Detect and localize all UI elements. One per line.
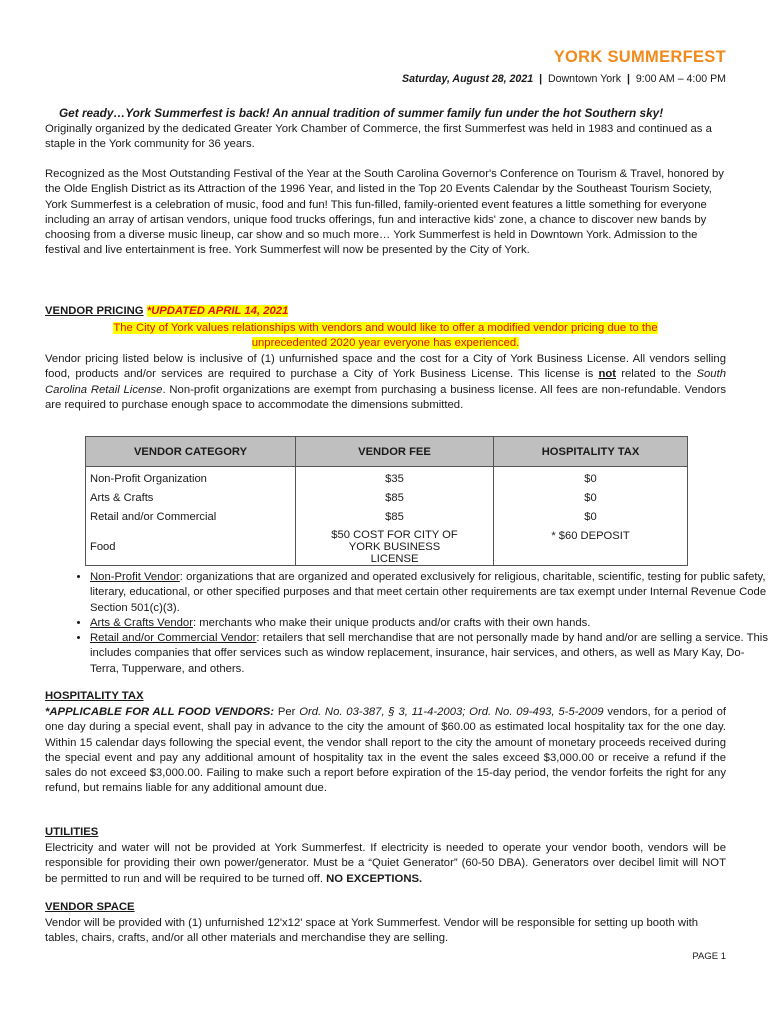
table-cell: Arts & Crafts [86, 491, 296, 510]
table-cell: $35 [296, 467, 494, 492]
table-row [86, 510, 688, 529]
list-item [90, 631, 770, 677]
separator: | [539, 73, 543, 85]
table-cell: Food [86, 529, 296, 566]
table-row [86, 491, 688, 510]
pricing-notice [45, 321, 726, 352]
table-cell: $0 [494, 491, 688, 510]
notice-line-2: unprecedented 2020 year everyone has experienced. [251, 337, 520, 350]
hospitality-ordinance: Ord. No. 03-387, § 3, 11-4-2003; Ord. No. 09-493, 5-5-2009 [299, 706, 604, 718]
table-cell: $85 [296, 510, 494, 529]
pricing-text-b: related to the [621, 368, 692, 381]
table-cell: $0 [494, 467, 688, 492]
list-item [90, 570, 770, 616]
event-time: 9:00 AM – 4:00 PM [635, 73, 726, 85]
table-row [86, 467, 688, 492]
table-cell: Retail and/or Commercial [86, 510, 296, 529]
pricing-heading: VENDOR PRICING [45, 305, 144, 317]
vendor-pricing-table [85, 436, 688, 566]
space-heading: VENDOR SPACE [45, 901, 135, 913]
utilities-body: Electricity and water will not be provided at York Summerfest. If electricity is needed to operate your vendor booth, vendors will be responsible for providing their own power/generator. Must be a “Quiet Generator” (60-50 DBA). Generators over decibel limit will NOT be permitted to run and will be required to be turned off. [45, 842, 726, 885]
hospitality-applicable: *APPLICABLE FOR ALL FOOD VENDORS: [45, 706, 275, 718]
table-cell: $85 [296, 491, 494, 510]
table-cell: * $60 DEPOSIT [494, 529, 688, 566]
event-details [402, 73, 726, 85]
intro-recognition: Recognized as the Most Outstanding Festival of the Year at the South Carolina Governor's Conference on Tourism & Travel, honored by the Olde English District as its Attraction of the 1996 Year, and listed in the Top 20 Events Calendar by the Southeast Tourism Society, York Summerfest is a celebration of music, food and fun! This fun-filled, family-oriented event features a little something for everyone including an array of artisan vendors, unique food trucks offerings, fun and interactive kids' zone, a chance to discover new bands by choosing from a diverse music lineup, car show and so much more… York Summerfest is held in Downtown York. Admission to the festival and live entertainment is free. York Summerfest will now be presented by the City of York. [45, 168, 724, 257]
utilities-text [45, 841, 726, 887]
pricing-text-not: not [598, 368, 617, 381]
list-item [90, 616, 770, 631]
pricing-updated: *UPDATED APRIL 14, 2021 [146, 305, 289, 317]
hospitality-per: Per [277, 706, 296, 718]
vendor-definitions [45, 570, 770, 677]
intro-headline: Get ready…York Summerfest is back! An annual tradition of summer family fun under the hot Southern sky! [59, 106, 664, 120]
pricing-heading-line [45, 305, 288, 317]
definition-term: Arts & Crafts Vendor [90, 616, 193, 629]
notice-line-1: The City of York values relationships with vendors and would like to offer a modified vendor pricing due to the [113, 322, 658, 334]
column-header: VENDOR CATEGORY [86, 437, 296, 467]
definition-term: Retail and/or Commercial Vendor [90, 632, 257, 645]
pricing-text-italic: South Carolina Retail License [45, 368, 727, 396]
utilities-emphasis: NO EXCEPTIONS. [326, 872, 423, 885]
utilities-heading: UTILITIES [45, 826, 99, 838]
separator: | [626, 73, 630, 85]
definition-term: Non-Profit Vendor [90, 571, 180, 583]
hospitality-body: vendors, for a period of one day during a special event, shall pay in advance to the city the amount of $60.00 as estimated local hospitality tax for the one day. Within 15 calendar days following the special event, the vendor shall report to the city the amount of monetary proceeds received during the special event and pay any additional amount of hospitality tax in the event the sales exceed $3,000.00 or receive a refund if the sales do not exceed $3,000.00. Failing to make such a report before expiration of the 15-day period, the vendor forfeits the right for any refund, but remains liable for any additional amount due. [45, 706, 726, 795]
definition-text: : merchants who make their unique products and/or crafts with their own hands. [192, 616, 591, 629]
space-text: Vendor will be provided with (1) unfurnished 12'x12' space at York Summerfest. Vendor will be responsible for setting up booth with tables, chairs, crafts, and/or all other materials and merchandise they are selling. [45, 917, 699, 945]
page-number: PAGE 1 [692, 951, 726, 962]
event-date: Saturday, August 28, 2021 [402, 73, 534, 85]
hospitality-text [45, 705, 726, 797]
event-location: Downtown York [547, 73, 622, 85]
pricing-text-a: Vendor pricing listed below is inclusive of (1) unfurnished space and the cost for a City of York Business License. All vendors selling food, products and/or services are required to purchase a City of York Business License. This license is [45, 353, 726, 381]
table-cell: $50 COST FOR CITY OF YORK BUSINESS LICENSE [296, 529, 494, 566]
pricing-text [45, 352, 726, 413]
table-cell: $0 [494, 510, 688, 529]
hospitality-heading: HOSPITALITY TAX [45, 690, 144, 702]
column-header: VENDOR FEE [296, 437, 494, 467]
event-title: YORK SUMMERFEST [553, 48, 726, 66]
table-header-row [86, 437, 688, 467]
definition-text: : retailers that sell merchandise that are not personally made by hand and/or are selling a service. This includes companies that offer services such as window replacement, insurance, hair services, and others, as well as Mary Kay, Do-Terra, Tupperware, and others. [90, 632, 768, 675]
intro-origin: Originally organized by the dedicated Greater York Chamber of Commerce, the first Summerfest was held in 1983 and continued as a staple in the York community for 36 years. [45, 123, 712, 151]
table-cell: Non-Profit Organization [86, 467, 296, 492]
definition-text: : organizations that are organized and operated exclusively for religious, charitable, scientific, testing for public safety, literary, educational, or other specified purposes and that meet certain other requirements are tax exempt under Internal Revenue Code Section 501(c)(3). [90, 571, 767, 614]
pricing-text-c: . Non-profit organizations are exempt from purchasing a business license. All fees are non-refundable. Vendors are required to purchase enough space to accommodate the dimensions submitted. [45, 383, 726, 411]
table-row [86, 529, 688, 566]
column-header: HOSPITALITY TAX [494, 437, 688, 467]
